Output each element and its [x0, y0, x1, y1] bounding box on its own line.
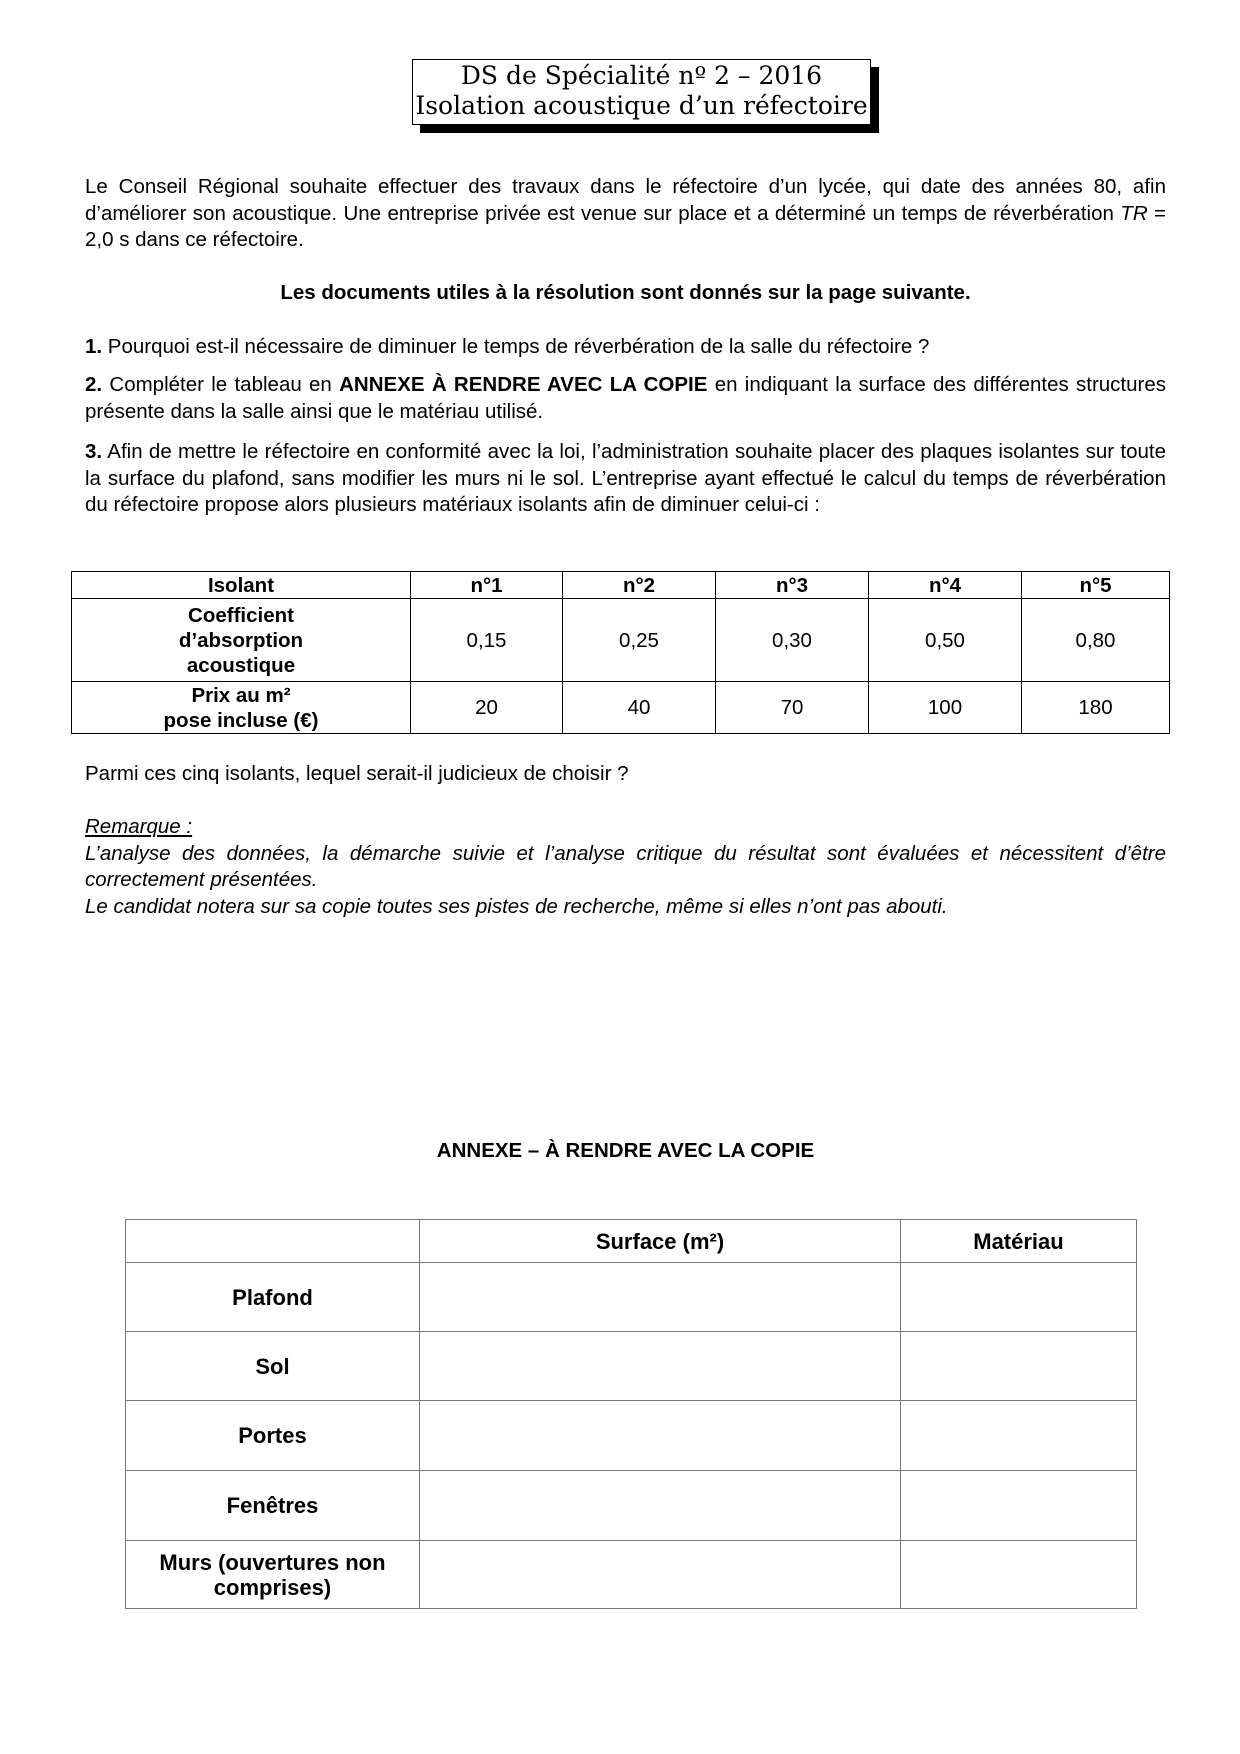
- materiau-input-cell[interactable]: [901, 1263, 1137, 1332]
- question-text: Afin de mettre le réfectoire en conformité avec la loi, l’administration souhaite placer des plaques isolantes sur toute la surface du plafond, sans modifier les murs ni le sol. L’entreprise ayant effectué le calcul du temps de réverbération du réfectoire propose alors plusieurs matériaux isolants afin de diminuer celui-ci :: [85, 440, 1166, 516]
- header-cell: [126, 1220, 420, 1263]
- question-number: 1.: [85, 335, 103, 358]
- value-cell: 0,25: [563, 599, 716, 682]
- annexe-reference: ANNEXE À RENDRE AVEC LA COPIE: [339, 373, 708, 396]
- label-line: Coefficient: [188, 603, 294, 627]
- materiau-input-cell[interactable]: [901, 1471, 1137, 1541]
- question-1: [85, 334, 1166, 361]
- question-text: Pourquoi est-il nécessaire de diminuer le temps de réverbération de la salle du réfectoire ?: [102, 335, 930, 358]
- header-cell: n°4: [869, 572, 1022, 599]
- label-line: acoustique: [186, 653, 296, 677]
- question-2: [85, 372, 1166, 425]
- isolants-table: [71, 571, 1170, 734]
- question-text: Compléter le tableau en: [102, 373, 340, 396]
- materiau-input-cell[interactable]: [901, 1541, 1137, 1609]
- row-label: [72, 682, 411, 734]
- header-cell: Isolant: [72, 572, 411, 599]
- header-cell: n°3: [716, 572, 869, 599]
- row-label: Sol: [126, 1332, 420, 1401]
- surface-input-cell[interactable]: [420, 1541, 901, 1609]
- intro-paragraph: [85, 174, 1166, 254]
- table-row: [126, 1332, 1137, 1401]
- value-cell: 40: [563, 682, 716, 734]
- surface-input-cell[interactable]: [420, 1401, 901, 1471]
- remark-line: Le candidat notera sur sa copie toutes ses pistes de recherche, même si elles n’ont pas abouti.: [85, 894, 948, 918]
- intro-text: Le Conseil Régional souhaite effectuer des travaux dans le réfectoire d’un lycée, qui date des années 80, afin d’améliorer son acoustique. Une entreprise privée est venue sur place et a déterminé un temps de réverbération: [85, 175, 1166, 225]
- label-line: Prix au m²: [191, 683, 291, 707]
- table-row: [126, 1401, 1137, 1471]
- header-cell: n°2: [563, 572, 716, 599]
- value-cell: 180: [1022, 682, 1170, 734]
- table-row: [126, 1541, 1137, 1609]
- title-box: [412, 59, 871, 125]
- question-3: [85, 439, 1166, 519]
- question-number: 3.: [85, 440, 103, 463]
- row-label: [72, 599, 411, 682]
- question-3-end: Parmi ces cinq isolants, lequel serait-il judicieux de choisir ?: [85, 762, 629, 785]
- value-cell: 0,80: [1022, 599, 1170, 682]
- row-label: Murs (ouvertures non comprises): [126, 1541, 420, 1609]
- materiau-input-cell[interactable]: [901, 1401, 1137, 1471]
- header-cell: n°1: [411, 572, 563, 599]
- remark: [85, 814, 1166, 920]
- surface-input-cell[interactable]: [420, 1332, 901, 1401]
- materiau-input-cell[interactable]: [901, 1332, 1137, 1401]
- table-header-row: [72, 572, 1170, 599]
- table-row: [126, 1471, 1137, 1541]
- intro-text-end: = 2,0 s dans ce réfectoire.: [85, 201, 1166, 251]
- annexe-table: [125, 1219, 1137, 1609]
- value-cell: 0,15: [411, 599, 563, 682]
- annexe-title: ANNEXE – À RENDRE AVEC LA COPIE: [436, 1139, 815, 1162]
- table-header-row: [126, 1220, 1137, 1263]
- remark-title: Remarque :: [85, 815, 193, 838]
- value-cell: 0,30: [716, 599, 869, 682]
- header-cell: n°5: [1022, 572, 1170, 599]
- label-line: pose incluse (€): [163, 708, 319, 732]
- intro-var: TR: [1120, 201, 1148, 225]
- title-line-1: DS de Spécialité nº 2 – 2016: [460, 61, 823, 90]
- value-cell: 0,50: [869, 599, 1022, 682]
- value-cell: 70: [716, 682, 869, 734]
- row-label: Plafond: [126, 1263, 420, 1332]
- remark-line: L’analyse des données, la démarche suivie et l’analyse critique du résultat sont évaluées et nécessitent d’être correctement présentées.: [85, 841, 1166, 891]
- surface-input-cell[interactable]: [420, 1471, 901, 1541]
- surface-input-cell[interactable]: [420, 1263, 901, 1332]
- row-label: Portes: [126, 1401, 420, 1471]
- question-number: 2.: [85, 373, 103, 396]
- header-cell: Matériau: [901, 1220, 1137, 1263]
- row-label: Fenêtres: [126, 1471, 420, 1541]
- table-row: [72, 682, 1170, 734]
- question-text-end: en indiquant la surface des différentes structures présente dans la salle ainsi que le matériau utilisé.: [85, 373, 1167, 423]
- table-row: [72, 599, 1170, 682]
- header-cell: Surface (m²): [420, 1220, 901, 1263]
- documents-note: Les documents utiles à la résolution sont donnés sur la page suivante.: [280, 281, 971, 304]
- title-line-2: Isolation acoustique d’un réfectoire: [415, 91, 868, 120]
- label-line: d’absorption: [178, 628, 304, 652]
- value-cell: 20: [411, 682, 563, 734]
- value-cell: 100: [869, 682, 1022, 734]
- table-row: [126, 1263, 1137, 1332]
